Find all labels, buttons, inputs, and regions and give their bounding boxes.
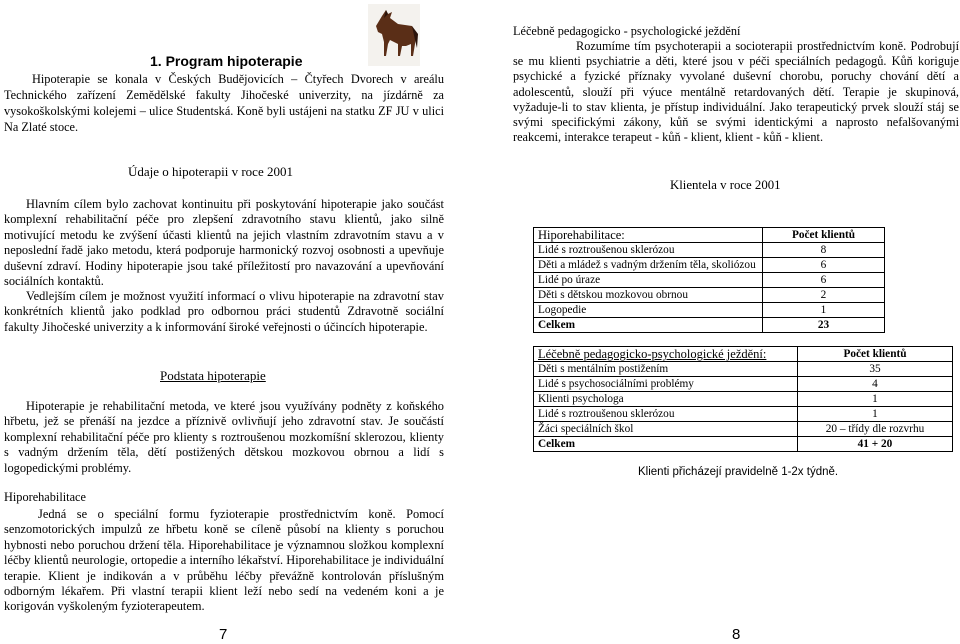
table-row	[534, 243, 885, 258]
table2-total-row	[534, 437, 953, 452]
table1-row-label: Lidé s roztroušenou sklerózou	[534, 243, 763, 258]
table2-row-label: Žáci speciálních škol	[534, 422, 798, 437]
table2-row-value: 4	[798, 377, 953, 392]
lpj-title: Léčebně pedagogicko - psychologické ježdění	[513, 24, 741, 38]
table1-header-label: Hiporehabilitace:	[534, 228, 763, 243]
right-page	[490, 0, 960, 644]
table1-row-value: 6	[763, 258, 885, 273]
left-page	[0, 0, 470, 644]
section2-paragraph: Hipoterapie je rehabilitační metoda, ve které jsou využívány podněty z koňského hřbetu, jež se přenáší na jezdce a příznivě ovlivňují jeho zdravotní stav. Je součástí komplexní rehabilitační péče pro klienty s roztroušenou mozkomíšní sklerozou, klienty s vadným držením těla, dětí postižených dětskou mozkovou obrnou a lidí s logopedickými problémy.	[4, 399, 444, 475]
footnote: Klienti přicházejí pravidelně 1-2x týdně.	[638, 466, 839, 478]
lpj-paragraph: Rozumíme tím psychoterapii a socioterapii prostřednictvím koně. Podrobují se mu klienti psychiatrie a děti, které jsou v péči speciálních pedagogů. Kůň koriguje psychické a fyzické příznaky vyvolané duševní chorobu, poruchy chování dětí a adolescentů, slouží při výuce mentálně retardovaných dětí. Terapie je skupinová, vyžaduje-li to stav klienta, je přístup individuální. Jako terapeutický prvek slouží stáj se svými specifickými zákony, kůň se svými identickými a naprosto nefalšovanými reakcemi, interakce terapeut - kůň - klient, klient - kůň - klient.	[513, 39, 959, 145]
table2-row-value: 1	[798, 407, 953, 422]
table1-row-value: 6	[763, 273, 885, 288]
table2-row-label: Děti s mentálním postižením	[534, 362, 798, 377]
table2-header-value: Počet klientů	[798, 347, 953, 362]
table1-total-label: Celkem	[534, 318, 763, 333]
table1-row-label: Lidé po úraze	[534, 273, 763, 288]
intro-text: Hipoterapie se konala v Českých Budějovicích – Čtyřech Dvorech v areálu Technického zařízení Zemědělské fakulty Jihočeské univerzity, na jízdárně za vysokoškolskými kolejemi – ulice Studentská. Koně byli ustájeni na statku ZF JU v ulici Na Zlaté stoce.	[4, 72, 444, 134]
section-title-2001: Údaje o hipoterapii v roce 2001	[128, 164, 293, 179]
table-row	[534, 362, 953, 377]
table2-header-row	[534, 347, 953, 362]
page-heading: 1. Program hipoterapie	[150, 53, 303, 69]
table1-total-row	[534, 318, 885, 333]
table-lpj	[533, 346, 953, 452]
table1-total-value: 23	[763, 318, 885, 333]
table1-row-value: 8	[763, 243, 885, 258]
table2-row-label: Klienti psychologa	[534, 392, 798, 407]
horse-photo-icon	[368, 4, 420, 66]
table2-row-label: Lidé s psychosociálními problémy	[534, 377, 798, 392]
table2-row-value: 20 – třídy dle rozvrhu	[798, 422, 953, 437]
section3-paragraph: Jedná se o speciální formu fyzioterapie prostřednictvím koně. Pomocí senzomotorických impulzů ze hřbetu koně se cíleně působí na klienty s poruchou hybnosti nebo poruchou držení těla. Hiporehabilitace je významnou složkou komplexní léčby klientů neurologie, ortopedie a interního lékařství. Hiporehabilitace je individuální terapie. Klient je indikován a v průběhu léčby převážně kontrolován příslušným odborným lékařem. Při vlastní terapii klient leží nebo sedí na vedeném koni a je korigován vyškoleným fyzioterapeutem.	[4, 507, 444, 614]
section1-paragraph1: Hlavním cílem bylo zachovat kontinuitu při poskytování hipoterapie jako součást komplexní rehabilitační péče pro zlepšení zdravotního stavu klientů, jako silně motivující metodu ke zvýšení účasti klientů na jejich vlastním zdravotním stavu a v neposlední řadě jako metodu, která podporuje harmonický rozvoj osobnosti a upevňuje duševní zdraví. Hodiny hipoterapie jsou také příležitostí pro navazování a upevňování sociálních kontaktů.	[4, 197, 444, 289]
clientele-title: Klientela v roce 2001	[670, 178, 781, 192]
table-row	[534, 273, 885, 288]
table2-row-value: 35	[798, 362, 953, 377]
section1-paragraph2: Vedlejším cílem je možnost využití informací o vlivu hipoterapie na zdravotní stav konkrétních klientů jako podklad pro odbornou práci studentů Zdravotně sociální fakulty Jihočeské univerzity a k informování široké veřejnosti o účincích hipoterapie.	[4, 289, 444, 334]
table-row	[534, 377, 953, 392]
section-title-hiporehabilitace: Hiporehabilitace	[4, 490, 86, 504]
table2-total-value: 41 + 20	[798, 437, 953, 452]
table-row	[534, 392, 953, 407]
page-number-right: 8	[732, 626, 741, 643]
section-title-podstata: Podstata hipoterapie	[160, 368, 266, 383]
table2-row-value: 1	[798, 392, 953, 407]
table-row	[534, 407, 953, 422]
table2-header-label: Léčebně pedagogicko-psychologické ježdění:	[534, 347, 798, 362]
table-row	[534, 258, 885, 273]
table2-total-label: Celkem	[534, 437, 798, 452]
table1-row-label: Děti s dětskou mozkovou obrnou	[534, 288, 763, 303]
table-row	[534, 288, 885, 303]
table-hiporehabilitace	[533, 227, 885, 333]
table1-header-value: Počet klientů	[763, 228, 885, 243]
table1-row-value: 1	[763, 303, 885, 318]
table1-header-row	[534, 228, 885, 243]
table-row	[534, 422, 953, 437]
table1-row-label: Logopedie	[534, 303, 763, 318]
table1-row-label: Děti a mládež s vadným držením těla, skoliózou	[534, 258, 763, 273]
table1-row-value: 2	[763, 288, 885, 303]
intro-paragraph	[4, 71, 444, 135]
table2-row-label: Lidé s roztroušenou sklerózou	[534, 407, 798, 422]
table-row	[534, 303, 885, 318]
page-number-left: 7	[219, 626, 228, 643]
